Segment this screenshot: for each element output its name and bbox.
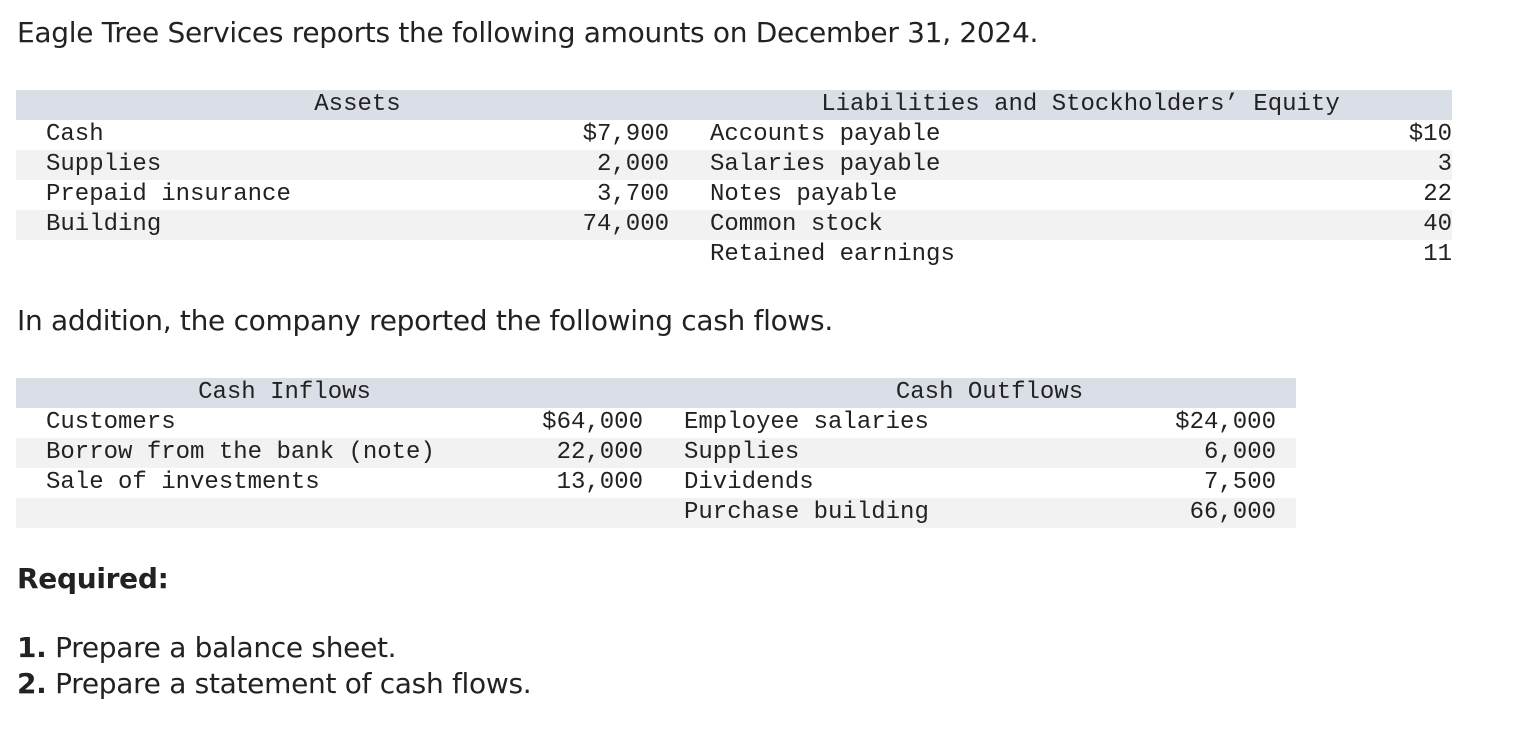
asset-amount: 3,700 — [596, 181, 669, 208]
outflow-amount: 66,000 — [944, 498, 1276, 528]
table-row — [16, 240, 1452, 270]
assets-header: Assets — [16, 90, 669, 120]
outflow-amount: 7,500 — [1203, 469, 1276, 496]
liabilities-header: Liabilities and Stockholders’ Equity — [669, 90, 1452, 120]
asset-amount: 74,000 — [570, 210, 669, 240]
outflows-header: Cash Outflows — [643, 378, 1296, 408]
liability-amount: 11 — [1423, 241, 1452, 268]
table-row — [16, 468, 1296, 498]
inflow-label: Customers — [46, 409, 176, 436]
asset-label: Prepaid insurance — [46, 181, 291, 208]
balance-header-row — [16, 90, 1452, 120]
outflow-label: Employee salaries — [684, 409, 929, 436]
item-text: Prepare a statement of cash flows. — [55, 667, 532, 700]
asset-amount: 2,000 — [570, 150, 669, 180]
table-row — [16, 498, 1296, 528]
liability-label: Notes payable — [710, 181, 898, 208]
liability-amount: 40 — [1160, 210, 1452, 240]
intro-text: Eagle Tree Services reports the following amounts on December 31, 2024. — [17, 16, 1039, 49]
required-list — [17, 630, 531, 702]
inflow-label: Sale of investments — [46, 469, 320, 496]
outflow-label: Dividends — [684, 469, 814, 496]
table-row — [16, 120, 1452, 150]
table-row — [16, 150, 1452, 180]
cash-flows-table — [16, 378, 1296, 528]
asset-label: Supplies — [46, 150, 570, 180]
liability-amount: 22 — [1423, 181, 1452, 208]
cash-header-row — [16, 378, 1296, 408]
list-item — [17, 630, 531, 666]
inflow-label: Borrow from the bank (note) — [46, 438, 533, 468]
inflow-amount: 13,000 — [556, 469, 643, 496]
asset-label: Cash — [46, 121, 104, 148]
balance-table — [16, 90, 1452, 270]
outflow-label: Supplies — [684, 438, 944, 468]
inflow-amount: 22,000 — [533, 438, 643, 468]
asset-label: Building — [46, 210, 570, 240]
liability-label: Retained earnings — [710, 241, 955, 268]
table-row — [16, 210, 1452, 240]
outflow-label: Purchase building — [684, 498, 944, 528]
table-row — [16, 180, 1452, 210]
item-number: 1. — [17, 631, 47, 664]
liability-label: Salaries payable — [710, 150, 1160, 180]
table-row — [16, 438, 1296, 468]
outflow-amount: $24,000 — [1175, 409, 1276, 436]
liability-amount: 3 — [1160, 150, 1452, 180]
inflow-amount: $64,000 — [542, 409, 643, 436]
inflows-header: Cash Inflows — [16, 378, 643, 408]
liability-amount: $10 — [1408, 121, 1452, 148]
liability-label: Common stock — [710, 210, 1160, 240]
list-item — [17, 666, 531, 702]
cash-flows-intro: In addition, the company reported the following cash flows. — [17, 304, 833, 337]
asset-amount: $7,900 — [582, 121, 669, 148]
liability-label: Accounts payable — [710, 121, 941, 148]
item-number: 2. — [17, 667, 47, 700]
table-row — [16, 408, 1296, 438]
item-text: Prepare a balance sheet. — [55, 631, 397, 664]
required-heading: Required: — [17, 562, 169, 595]
outflow-amount: 6,000 — [944, 438, 1276, 468]
